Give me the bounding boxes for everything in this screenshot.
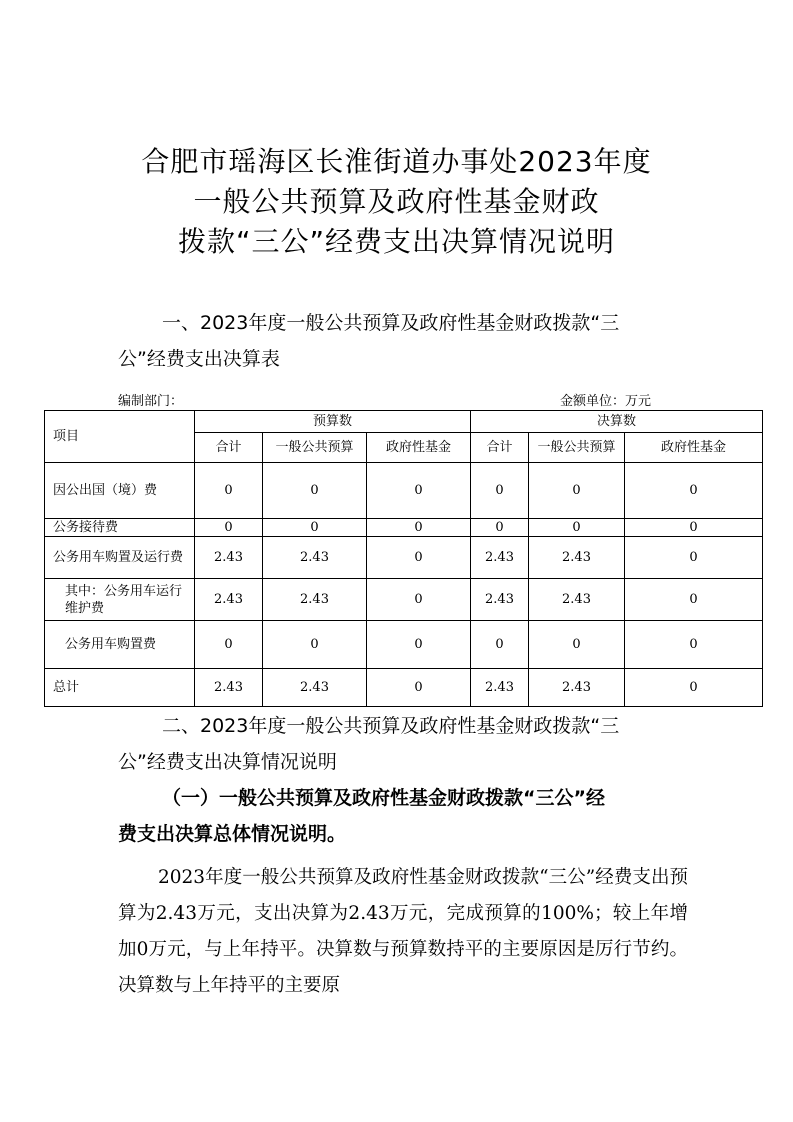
cell: 0 [625,519,763,537]
section-1-heading-line-1: 一、2023年度一般公共预算及政府性基金财政拨款“三 [162,312,620,334]
table-row [45,579,763,621]
section-1-heading [118,305,688,377]
cell: 0 [195,463,263,519]
row-label: 公务用车购置及运行费 [45,537,195,579]
budget-fund-header: 政府性基金 [367,433,471,463]
cell: 2.43 [195,537,263,579]
section-2-heading-line-2: 公”经费支出决算情况说明 [118,751,337,773]
row-label: 其中：公务用车运行维护费 [45,579,195,621]
unit-label: 金额单位：万元 [560,394,652,409]
section-1-heading-line-2: 公”经费支出决算表 [118,348,280,370]
item-header: 项目 [45,411,195,463]
cell: 0 [367,519,471,537]
cell: 2.43 [529,669,625,707]
cell: 2.43 [529,579,625,621]
cell: 2.43 [195,669,263,707]
cell: 2.43 [471,537,529,579]
table-row [45,621,763,669]
cell: 0 [471,519,529,537]
cell: 0 [367,621,471,669]
cell: 2.43 [529,537,625,579]
cell: 2.43 [263,537,367,579]
prepared-by-label: 编制部门： [118,394,184,409]
cell: 0 [367,537,471,579]
final-general-header: 一般公共预算 [529,433,625,463]
table-row [45,537,763,579]
section-2-heading [118,708,688,780]
subsection-1-heading-line-1: （一）一般公共预算及政府性基金财政拨款“三公”经 [162,787,605,809]
budget-total-header: 合计 [195,433,263,463]
cell: 0 [529,519,625,537]
cell: 2.43 [471,579,529,621]
row-label: 公务接待费 [45,519,195,537]
final-total-header: 合计 [471,433,529,463]
document-title-line-2: 一般公共预算及政府性基金财政 [193,185,600,218]
cell: 2.43 [263,669,367,707]
cell: 0 [367,463,471,519]
cell: 0 [263,519,367,537]
cell: 0 [625,579,763,621]
cell: 2.43 [195,579,263,621]
subsection-1-heading [118,780,688,852]
budget-general-header: 一般公共预算 [263,433,367,463]
table-row [45,669,763,707]
row-label: 因公出国（境）费 [45,463,195,519]
cell: 0 [625,669,763,707]
document-title-line-3: 拨款“三公”经费支出决算情况说明 [177,225,615,258]
cell: 0 [367,579,471,621]
body-paragraph: 2023年度一般公共预算及政府性基金财政拨款“三公”经费支出预算为2.43万元，支出决算为2.43万元，完成预算的100%；较上年增加0万元，与上年持平。决算数与预算数持平的主要原因是厉行节约。决算数与上年持平的主要原 [118,867,688,996]
section-2-heading-line-1: 二、2023年度一般公共预算及政府性基金财政拨款“三 [162,715,620,737]
table-row [45,463,763,519]
cell: 0 [367,669,471,707]
cell: 0 [471,463,529,519]
cell: 2.43 [471,669,529,707]
row-label: 公务用车购置费 [45,621,195,669]
final-fund-header: 政府性基金 [625,433,763,463]
final-group-header: 决算数 [471,411,763,433]
cell: 0 [625,463,763,519]
budget-group-header: 预算数 [195,411,471,433]
table-row [45,519,763,537]
cell: 2.43 [263,579,367,621]
subsection-1-heading-line-2: 费支出决算总体情况说明。 [118,823,347,845]
row-label: 总计 [45,669,195,707]
cell: 0 [471,621,529,669]
cell: 0 [263,463,367,519]
three-public-expenses-table [44,410,763,707]
cell: 0 [263,621,367,669]
cell: 0 [195,519,263,537]
document-title-line-1: 合肥市瑶海区长淮街道办事处2023年度 [141,145,652,178]
cell: 0 [529,621,625,669]
cell: 0 [625,537,763,579]
cell: 0 [195,621,263,669]
cell: 0 [529,463,625,519]
cell: 0 [625,621,763,669]
